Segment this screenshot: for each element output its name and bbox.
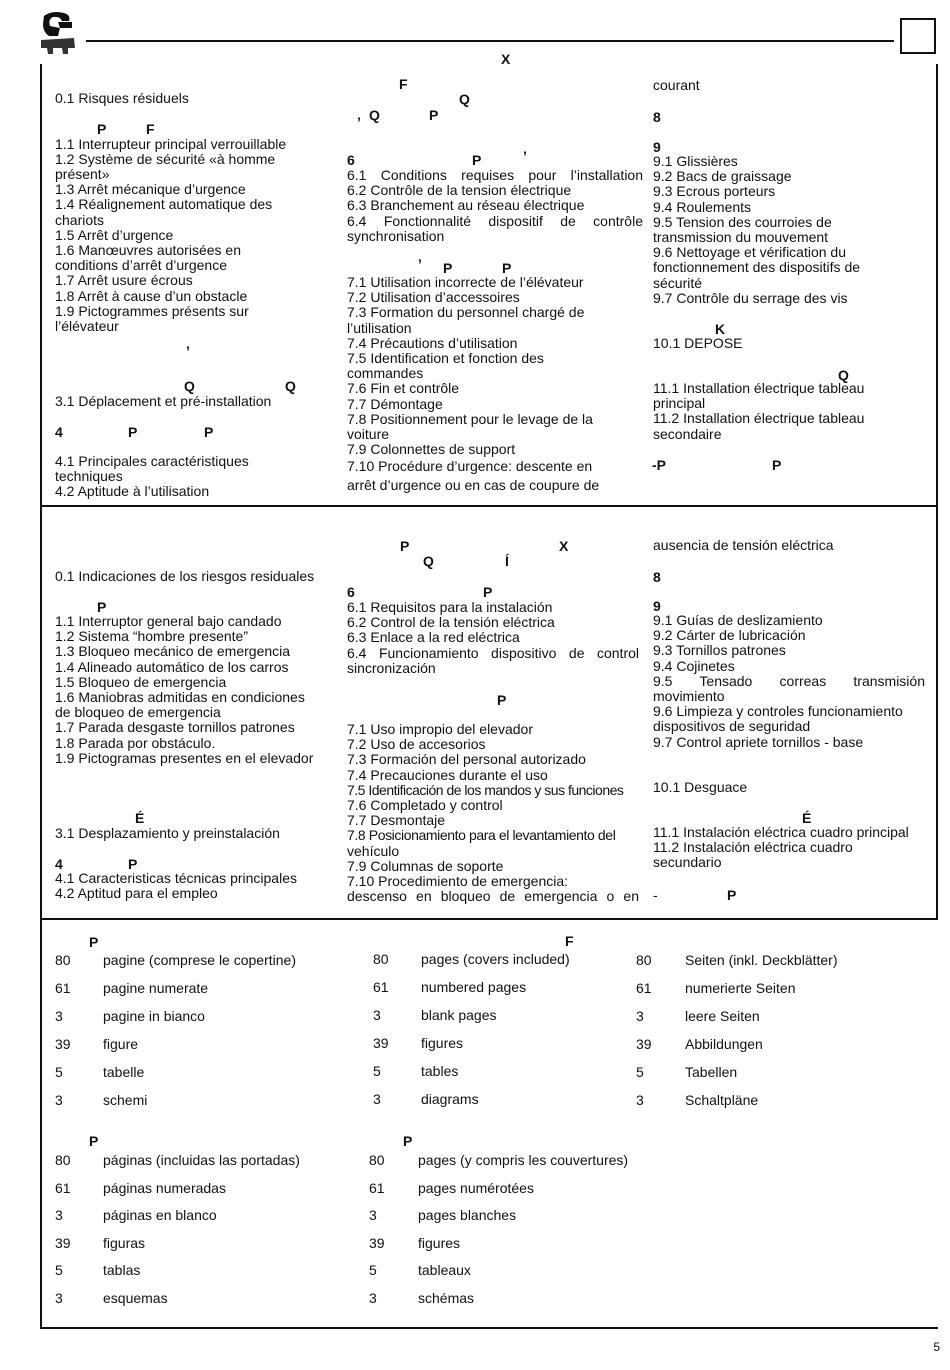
toc-entry: 7.1 Utilisation incorrecte de l’élévateur: [347, 274, 584, 290]
toc-entry: ausencia de tensión eléctrica: [653, 537, 834, 553]
es-toc-col3-top: [653, 538, 928, 553]
toc-entry: 1.7 Parada desgaste tornillos patrones: [55, 719, 295, 736]
es-toc-col3: [653, 613, 925, 750]
toc-entry: 1.5 Arrêt d’urgence: [55, 226, 174, 243]
toc-entry: sincronización: [347, 659, 436, 676]
toc-entry: 1.5 Bloqueo de emergencia: [55, 673, 227, 690]
count-label: pages numérotées: [418, 1179, 534, 1196]
fr-count-heading: P: [403, 1133, 413, 1149]
count-number: 61: [373, 979, 389, 995]
toc-entry: 9.5 Tensado correas transmisión: [653, 672, 925, 689]
toc-entry: 7.3 Formation du personnel chargé de: [347, 304, 585, 321]
fr-frag-q2a: Q: [459, 91, 470, 107]
toc-entry: 7.7 Desmontaje: [347, 812, 446, 829]
fr-frag-p7b: P: [502, 260, 512, 276]
fr-toc-col3: [653, 154, 928, 306]
es-toc-col2b: [347, 722, 639, 904]
count-number: 3: [373, 1007, 381, 1023]
toc-entry: 1.9 Pictogramas presentes en el elevador: [55, 749, 314, 766]
count-label: figuras: [103, 1234, 146, 1251]
count-number: 3: [636, 1092, 644, 1108]
brand-logo-icon: [38, 10, 80, 56]
toc-entry: 1.3 Arrêt mécanique d’urgence: [55, 181, 246, 198]
es-toc-col1: [55, 569, 340, 584]
toc-entry: 9.7 Contrôle du serrage des vis: [653, 289, 848, 306]
es-count-heading: P: [89, 1133, 99, 1149]
fr-frag-f: F: [146, 121, 155, 137]
toc-entry: 7.1 Uso impropio del elevador: [347, 721, 533, 737]
count-number: 3: [369, 1207, 377, 1223]
count-label: tablas: [103, 1262, 141, 1278]
toc-entry: conditions d’arrêt d’urgence: [55, 257, 227, 274]
count-number: 3: [55, 1008, 63, 1024]
count-label: figure: [103, 1036, 139, 1052]
count-number: 39: [636, 1036, 652, 1052]
count-label: figures: [418, 1234, 461, 1251]
toc-entry: 7.9 Columnas de soporte: [347, 857, 504, 874]
count-number: 80: [369, 1152, 385, 1168]
count-label: pagine in bianco: [103, 1008, 205, 1024]
toc-entry: 9.4 Roulements: [653, 198, 752, 215]
count-label: tabelle: [103, 1064, 145, 1080]
es-page-counts: [55, 1151, 355, 1316]
toc-entry: 7.5 Identificación de los mandos y sus funciones: [347, 781, 624, 798]
toc-entry: 7.3 Formación del personal autorizado: [347, 751, 586, 768]
toc-entry: 4.1 Caracteristicas técnicas principales: [55, 870, 297, 886]
toc-entry: commandes: [347, 365, 424, 382]
frame-right: [936, 64, 938, 918]
fr-frag-end-a: -P: [652, 457, 666, 473]
count-number: 5: [636, 1064, 644, 1080]
toc-entry: chariots: [55, 211, 105, 228]
es-frag-p7: P: [497, 692, 507, 708]
toc-entry: 9.1 Guías de deslizamiento: [653, 612, 823, 628]
page-corner-box: [900, 18, 936, 54]
toc-entry: 11.1 Instalación eléctrica cuadro principal: [653, 824, 909, 840]
count-number: 61: [55, 980, 71, 996]
toc-entry: 7.2 Utilisation d’accessoires: [347, 289, 520, 306]
toc-entry: 0.1 Indicaciones de los riesgos residuales: [55, 568, 315, 584]
count-label: pages (y compris les couvertures): [418, 1152, 629, 1168]
count-label: schemi: [103, 1092, 148, 1108]
toc-entry: voiture: [347, 426, 390, 443]
toc-entry: 9.2 Cárter de lubricación: [653, 627, 806, 644]
fr-frag-q1: Q: [184, 378, 195, 394]
es-chapter-9: 9: [653, 598, 661, 614]
header-rule: [86, 40, 894, 42]
toc-entry: 1.9 Pictogrammes présents sur: [55, 302, 249, 319]
toc-entry: 10.1 Desguace: [653, 779, 748, 795]
fr-frag-c7: ’: [418, 256, 422, 272]
toc-entry: l’utilisation: [347, 319, 412, 336]
toc-entry: 1.7 Arrêt usure écrous: [55, 272, 193, 289]
fr-frag-k: K: [715, 321, 726, 337]
toc-entry: 6.1 Requisitos para la instalación: [347, 599, 553, 615]
toc-entry: descenso en bloqueo de emergencia o en: [347, 888, 639, 905]
toc-entry: 7.8 Positionnement pour le levage de la: [347, 410, 593, 427]
toc-entry: movimiento: [653, 688, 725, 705]
toc-entry: 6.1 Conditions requises pour l’installation: [347, 167, 643, 183]
es-toc-col1b: [55, 614, 340, 766]
count-number: 3: [55, 1289, 63, 1306]
toc-entry: 6.3 Enlace a la red eléctrica: [347, 629, 520, 646]
toc-entry: 4.2 Aptitud para el empleo: [55, 885, 218, 902]
toc-entry: 11.1 Installation électrique tableau: [653, 380, 865, 396]
es-frag-e3: É: [135, 810, 145, 826]
toc-entry: 11.2 Installation électrique tableau: [653, 410, 865, 427]
fr-toc-col1b: [55, 394, 340, 409]
toc-entry: courant: [653, 77, 700, 93]
fr-frag-p4a: P: [128, 424, 138, 440]
count-number: 3: [373, 1091, 381, 1107]
fr-chapter-8: 8: [653, 109, 661, 125]
es-chapter-4: 4: [55, 856, 63, 872]
en-count-heading: F: [565, 933, 574, 949]
count-number: 80: [373, 951, 389, 967]
toc-entry: arrêt d’urgence ou en cas de coupure de: [347, 476, 600, 493]
toc-entry: 1.4 Alineado automático de los carros: [55, 658, 289, 675]
fr-page-counts: [369, 1151, 669, 1316]
count-label: figures: [421, 1035, 464, 1051]
count-number: 5: [369, 1262, 377, 1278]
toc-entry: 6.4 Fonctionnalité dispositif de contrôle: [347, 212, 643, 229]
es-frag-dash: -: [653, 887, 658, 903]
count-number: 39: [55, 1036, 71, 1052]
count-number: 80: [636, 952, 652, 968]
count-label: pagine numerate: [103, 980, 209, 996]
toc-entry: 1.1 Interruptor general bajo candado: [55, 613, 282, 629]
count-label: tables: [421, 1063, 459, 1079]
fr-frag-q2b: Q: [369, 107, 380, 123]
toc-entry: 9.4 Cojinetes: [653, 657, 735, 674]
es-frag-p: P: [400, 538, 410, 554]
es-toc-col1c: [55, 826, 340, 841]
count-label: Tabellen: [685, 1064, 738, 1080]
count-label: Seiten (inkl. Deckblätter): [685, 952, 838, 968]
toc-entry: 7.4 Précautions d’utilisation: [347, 334, 518, 351]
toc-entry: sécurité: [653, 274, 703, 291]
es-frag-q: Q: [423, 553, 434, 569]
toc-entry: 9.6 Nettoyage et vérification du: [653, 244, 847, 261]
bottom-rule: [40, 1327, 938, 1329]
toc-entry: 9.1 Glissières: [653, 153, 738, 169]
fr-frag-p7a: P: [443, 260, 453, 276]
toc-entry: 1.3 Bloqueo mecánico de emergencia: [55, 643, 291, 660]
es-chapter-8: 8: [653, 569, 661, 585]
toc-entry: 7.10 Procédure d’urgence: descente en: [347, 458, 593, 475]
toc-entry: 6.2 Contrôle de la tension électrique: [347, 182, 572, 199]
toc-entry: vehículo: [347, 842, 400, 859]
fr-toc-col3-depose: [653, 336, 928, 351]
fr-chapter-4: 4: [55, 424, 63, 440]
count-label: diagrams: [421, 1091, 479, 1107]
count-number: 61: [55, 1179, 71, 1196]
count-label: esquemas: [103, 1289, 168, 1306]
es-frag-i: Í: [505, 553, 509, 569]
fr-toc-col2: [347, 168, 643, 244]
count-number: 5: [373, 1063, 381, 1079]
toc-entry: 9.2 Bacs de graissage: [653, 168, 792, 185]
toc-entry: 7.10 Procedimiento de emergencia:: [347, 873, 569, 890]
es-frag-p6: P: [483, 584, 493, 600]
count-label: páginas numeradas: [103, 1179, 226, 1196]
count-label: Schaltpläne: [685, 1092, 759, 1108]
en-page-counts: [373, 950, 623, 1118]
fr-frag-comma: ’: [186, 343, 190, 359]
fr-toc-col1c: [55, 454, 340, 500]
count-number: 3: [636, 1008, 644, 1024]
toc-entry: 7.7 Démontage: [347, 395, 443, 412]
page-number: 5: [933, 1340, 940, 1354]
section-divider-1: [40, 505, 938, 507]
de-page-counts: [636, 951, 931, 1119]
fr-frag-p: P: [97, 121, 107, 137]
toc-entry: 9.6 Limpieza y controles funcionamiento: [653, 703, 903, 720]
fr-toc-col3-top: [653, 78, 928, 93]
toc-entry: 0.1 Risques résiduels: [55, 90, 189, 106]
count-label: schémas: [418, 1289, 475, 1306]
toc-entry: 10.1 DEPOSE: [653, 335, 743, 351]
fr-chapter-6: 6: [347, 152, 355, 168]
toc-entry: 1.6 Manœuvres autorisées en: [55, 242, 241, 258]
fr-toc-col2b: [347, 275, 643, 493]
count-label: numbered pages: [421, 979, 527, 995]
toc-entry: 6.2 Control de la tensión eléctrica: [347, 614, 555, 631]
toc-entry: 7.2 Uso de accesorios: [347, 736, 486, 753]
toc-entry: 11.2 Instalación eléctrica cuadro: [653, 839, 853, 856]
es-toc-col3b: [653, 825, 933, 871]
count-number: 5: [55, 1262, 63, 1278]
count-label: tableaux: [418, 1262, 471, 1278]
count-label: numerierte Seiten: [685, 980, 796, 996]
count-label: Abbildungen: [685, 1036, 763, 1052]
toc-entry: 3.1 Desplazamiento y preinstalación: [55, 825, 280, 841]
count-number: 61: [636, 980, 652, 996]
es-frag-p4: P: [128, 856, 138, 872]
count-label: páginas en blanco: [103, 1207, 217, 1223]
fr-heading-fragment: X: [501, 51, 511, 67]
toc-entry: 9.3 Tornillos patrones: [653, 642, 786, 659]
toc-entry: 7.6 Completado y control: [347, 797, 503, 814]
fr-frag-q3: Q: [838, 367, 849, 383]
fr-frag-comma2: ’: [357, 114, 361, 130]
toc-entry: 1.4 Réalignement automatique des: [55, 196, 273, 213]
section-divider-2: [40, 918, 938, 920]
count-number: 80: [55, 952, 71, 968]
toc-entry: 9.5 Tension des courroies de: [653, 213, 832, 230]
count-label: pagine (comprese le copertine): [103, 952, 296, 968]
toc-entry: 9.3 Ecrous porteurs: [653, 183, 776, 200]
toc-entry: fonctionnement des dispositifs de: [653, 259, 861, 276]
toc-entry: 1.6 Maniobras admitidas en condiciones: [55, 689, 305, 706]
count-number: 3: [55, 1207, 63, 1223]
count-number: 5: [55, 1064, 63, 1080]
toc-entry: 1.8 Arrêt à cause d’un obstacle: [55, 287, 248, 304]
toc-entry: 7.8 Posicionamiento para el levantamiento del: [347, 827, 616, 844]
toc-entry: de bloqueo de emergencia: [55, 704, 221, 721]
toc-entry: principal: [653, 395, 706, 412]
es-toc-col1d: [55, 871, 340, 901]
toc-entry: 6.3 Branchement au réseau électrique: [347, 197, 585, 214]
count-label: páginas (incluidas las portadas): [103, 1152, 300, 1168]
toc-entry: présent»: [55, 165, 110, 182]
frame-left-top: [40, 64, 42, 1328]
it-page-counts: [55, 951, 355, 1119]
count-number: 3: [369, 1289, 377, 1306]
fr-frag-q2: Q: [285, 378, 296, 394]
count-label: pages (covers included): [421, 951, 570, 967]
count-label: pages blanches: [418, 1207, 517, 1223]
es-toc-col2: [347, 600, 639, 676]
toc-entry: 9.7 Control apriete tornillos - base: [653, 733, 864, 750]
toc-entry: 7.6 Fin et contrôle: [347, 380, 460, 397]
fr-frag-f2: F: [399, 76, 408, 92]
toc-entry: 4.1 Principales caractéristiques: [55, 453, 249, 469]
es-frag-p1: P: [97, 599, 107, 615]
es-frag-x: X: [559, 538, 569, 554]
fr-frag-p4b: P: [204, 424, 214, 440]
toc-entry: transmission du mouvement: [653, 229, 829, 246]
toc-entry: 1.2 Système de sécurité «à homme: [55, 150, 276, 167]
count-number: 80: [55, 1152, 71, 1168]
toc-entry: 1.2 Sistema “hombre presente”: [55, 628, 248, 645]
count-number: 39: [369, 1234, 385, 1251]
it-count-heading: P: [89, 934, 99, 950]
fr-chapter-9: 9: [653, 139, 661, 155]
count-label: leere Seiten: [685, 1008, 760, 1024]
toc-entry: l’élévateur: [55, 318, 119, 335]
toc-entry: secundario: [653, 854, 722, 871]
toc-entry: synchronisation: [347, 227, 445, 244]
es-chapter-6: 6: [347, 584, 355, 600]
count-number: 39: [55, 1234, 71, 1251]
toc-entry: 1.8 Parada por obstáculo.: [55, 734, 216, 751]
es-toc-col3-desguace: [653, 780, 928, 795]
es-frag-e11: É: [802, 810, 812, 826]
count-number: 39: [373, 1035, 389, 1051]
fr-frag-p6: P: [472, 152, 482, 168]
count-number: 61: [369, 1179, 385, 1196]
toc-entry: 7.9 Colonnettes de support: [347, 441, 516, 458]
fr-toc-col3b: [653, 381, 928, 442]
es-frag-pend: P: [727, 887, 737, 903]
toc-entry: secondaire: [653, 425, 722, 442]
count-label: blank pages: [421, 1007, 497, 1023]
toc-entry: 4.2 Aptitude à l’utilisation: [55, 483, 210, 500]
toc-entry: 7.4 Precauciones durante el uso: [347, 766, 548, 783]
fr-frag-p2: P: [429, 107, 439, 123]
count-number: 3: [55, 1092, 63, 1108]
toc-entry: 3.1 Déplacement et pré-installation: [55, 393, 272, 409]
toc-entry: 1.1 Interrupteur principal verrouillable: [55, 135, 287, 152]
toc-entry: techniques: [55, 468, 123, 485]
toc-entry: 7.5 Identification et fonction des: [347, 350, 544, 367]
fr-frag-c6: ’: [523, 148, 527, 164]
toc-entry: 6.4 Funcionamiento dispositivo de control: [347, 644, 639, 661]
toc-entry: dispositivos de seguridad: [653, 718, 811, 735]
fr-frag-end-b: P: [772, 457, 782, 473]
